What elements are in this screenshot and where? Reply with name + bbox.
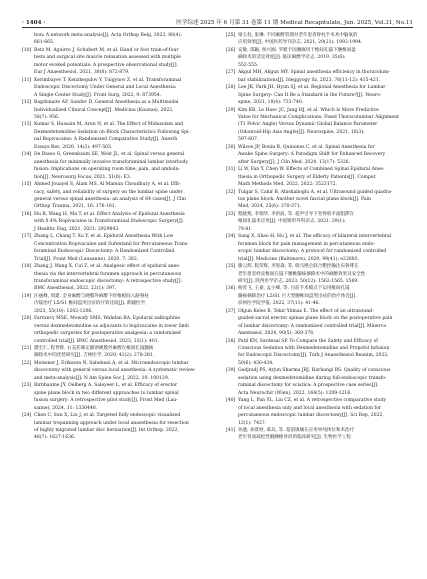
reference-text — [34, 360, 208, 382]
reference-number: [14] — [22, 152, 32, 158]
reference-number — [22, 32, 34, 47]
reference-line: 滕云辉, 程荣辉, 李进森, 等. 瑞马唑仑联合靶控输注布鲁啡在 — [238, 264, 359, 270]
reference-line: 应用效果[J]. 中国医药导刊杂志, 2021, 29(21): 1992-1994. — [238, 40, 363, 46]
reference-text — [34, 211, 208, 233]
reference-line: 孙逢, 孙景财, 葛岛, 等. 超前镇痛在应用单纯体位和术治疗 — [238, 428, 355, 434]
reference-item — [226, 189, 412, 211]
reference-text — [238, 69, 412, 84]
reference-text — [238, 285, 412, 307]
reference-line: Orthop Trauma, 2021, 16: 176-181. — [34, 204, 117, 210]
reference-line: 濮宏仁, 程世辉. 右美托咪定辅助硬膜外麻醉在椎间孔镜髓核 — [34, 346, 154, 352]
reference-line: 老年患者经皮椎间孔镜下腰椎髓核摘除术中的麻醉效果及安全性 — [238, 271, 366, 277]
reference-item — [226, 367, 412, 397]
reference-item — [226, 166, 412, 188]
reference-line: Spine Surgery: Can It Be a Standard in the Future?[J]. Neuro- — [238, 92, 382, 98]
reference-item — [22, 121, 208, 151]
reference-line: Essays Res, 2020, 14(3): 497-503. — [34, 144, 113, 150]
reference-line: Yang L, Pan YL, Liu CZ, et al. A retrospective comparative study — [238, 398, 387, 404]
page-header — [22, 14, 413, 26]
reference-text — [238, 397, 412, 427]
reference-line: Eur J Anaesthesiol, 2021, 38(8): 872-879. — [34, 70, 130, 76]
reference-item — [22, 77, 208, 99]
reference-line: tion[J]. Neurosurg Focus, 2021, 51(6): E3. — [34, 174, 132, 180]
reference-text — [238, 47, 412, 69]
reference-item — [22, 345, 208, 360]
reference-number: [38] — [226, 338, 236, 344]
reference-line: 研究[J]. 陕西医学杂志, 2023, 50(12): 1562-1565, 1569. — [238, 278, 359, 284]
reference-text — [34, 151, 208, 181]
reference-item — [22, 360, 208, 382]
reference-line: 汪丽峰, 周建. 全身麻醉与硬膜外麻醉下经椎板间入路脊柱 — [34, 293, 149, 299]
reference-line: sanne), 2024, 11: 1330446. — [34, 405, 98, 411]
reference-text — [34, 263, 208, 293]
reference-text — [238, 107, 412, 144]
reference-line: discectomy with general versus local anesthesia: A systematic review — [34, 368, 195, 374]
reference-number: [25] — [226, 33, 236, 38]
reference-line: Acta Neurochir (Wien), 2022, 164(5): 1209-1216. — [238, 390, 352, 396]
reference-line: guided sacral erector spinae plane block on the postoperative pain — [238, 316, 393, 322]
reference-line: Zhang L, Chang T, Xu Y, et al. Epidural Anesthesia With Low — [34, 234, 174, 240]
reference-item — [22, 382, 208, 412]
reference-line: foraminal Endoscopic Discectomy: A Randomized Controlled — [34, 249, 175, 255]
reference-line: Bagdonaite AF, Sandec D. General Anesthesia as a Multimodal — [34, 100, 179, 106]
reference-line: fusion: Implications on operating room time, pain, and ambula- — [34, 167, 180, 173]
reference-number: [12] — [22, 100, 32, 106]
journal-info: 医学综述 2025 年 6 月第 31 卷第 11 期 Medical Recapitulate, Jun. 2025, Vol.31, No.11 — [176, 20, 413, 26]
header-rule — [22, 27, 413, 28]
reference-text — [238, 32, 412, 47]
reference-line: Chen C, Sun X, Liu J, et al. Targeted fully endoscopic visualized — [34, 413, 181, 419]
reference-item — [226, 338, 412, 368]
reference-line: Individualized Clinical Concept[J]. Medicina (Kaunas), 2022, — [34, 107, 174, 113]
reference-item — [22, 293, 208, 315]
reference-number: [41] — [226, 428, 236, 434]
reference-number: [24] — [22, 413, 32, 419]
reference-number: [21] — [22, 346, 32, 352]
reference-number: [28] — [226, 85, 236, 91]
reference-line: Math Methods Med, 2022, 2022: 3523172. — [238, 182, 337, 188]
reference-line: after Surgery[J]. J Clin Med, 2024, 13(17): 5326. — [238, 159, 351, 165]
reference-line: 摘除术中的优势研究[J]. 吉林医学, 2020, 41(2): 278-281. — [34, 353, 155, 359]
reference-number: [26] — [226, 47, 236, 53]
references-left-column — [22, 32, 208, 442]
reference-item — [226, 107, 412, 144]
reference-item — [226, 427, 412, 442]
reference-item — [22, 99, 208, 121]
reference-line: Kumar S, Hussain M, Arun N, et al. The Effect of Midazolam and — [34, 122, 184, 128]
reference-line: scopic lumbar discectomy: A protocol for randomized controlled — [238, 249, 387, 255]
reference-item — [22, 412, 208, 442]
reference-text — [238, 427, 412, 442]
reference-line: 597-607. — [238, 137, 259, 143]
reference-line: 程晓燕, 李瑞华, 李洪波, 等. 超声引导下竖脊肌平面阻滞在 — [238, 211, 355, 217]
reference-line: Conscious Sedation with Dexmedetomidine and Propofol Infusion — [238, 346, 390, 352]
reference-line: and meta-analysis[J]. N Am Spine Soc J, 2022, 10: 100129. — [34, 375, 170, 381]
reference-line: 12(1): 7427. — [238, 420, 267, 426]
reference-line: Sang X, Shao H, Hu J, et al. The efficacy of bilateral intervertebral — [238, 234, 392, 240]
reference-line: Birnbaume JY, Oelberg A, Saleyeer L, et al. Efficacy of erector — [34, 383, 178, 389]
reference-text — [34, 382, 208, 412]
reference-line: De Basso G, Greenbaum SE, West JL, et al. Spinal versus general — [34, 152, 185, 158]
reference-line: 髓核摘除治疗 L5/S1 巨大型腰椎间盘突出症的治疗体会[J]. — [238, 293, 357, 299]
reference-text — [34, 47, 208, 77]
reference-item — [22, 151, 208, 181]
reference-line: Endoscopic Discectomy Under General and Local Anesthesia: — [34, 85, 177, 91]
reference-line: thesia via the intervertebral foramen approach in percutaneous — [34, 271, 182, 277]
reference-line: 摘除术的适宜效度[J]. 临床麻醉学杂志, 2019, 35(6): — [238, 55, 346, 61]
reference-line: J Healthc Eng, 2021, 2021: 2929843. — [34, 226, 120, 232]
reference-line: 46(7): 1627-1636. — [34, 435, 76, 441]
reference-line: percutaneous endoscopic lumbar discectomy[J]. Sci Rep, 2022, — [238, 413, 384, 419]
reference-text — [34, 121, 208, 151]
reference-line: Lee JK, Park JH, Hyun SJ, et al. Regional Anesthesia for Lumbar — [238, 85, 386, 91]
reference-number: [36] — [226, 286, 236, 292]
reference-line: Gadjradj PS, Arjun Sharma JRJ, Harhangi BS. Quality of conscious — [238, 368, 391, 374]
reference-line: orthopedic surgeries for postoperative analgesia: a randomized — [34, 331, 181, 337]
reference-text — [238, 211, 412, 233]
reference-number: [19] — [22, 293, 32, 299]
reference-line: sedation using dexmedetomidine during full-endoscopic transfo- — [238, 375, 387, 381]
reference-line: Hu B, Wang H, Ma T, et al. Effect Analysis of Epidural Anesthesia — [34, 211, 185, 217]
reference-number: [10] — [22, 47, 32, 53]
reference-text — [34, 181, 208, 211]
reference-text — [238, 189, 412, 211]
reference-item — [22, 233, 208, 263]
reference-line: with 0.4% Ropivacaine in Transforaminal Endoscopic Surgery[J]. — [34, 219, 184, 225]
reference-line: Awake Spine Surgery: A Paradigm Shift for Enhanced Recovery — [238, 152, 386, 158]
reference-text — [238, 367, 412, 397]
reference-line: raminal discectomy for sciatica: A prospective case series[J]. — [238, 383, 379, 389]
reference-line: thesia in Orthopedic Surgery of Elderly Patients[J]. Comput — [238, 174, 376, 180]
reference-number: [37] — [226, 308, 236, 314]
reference-item — [226, 47, 412, 69]
reference-number: [16] — [22, 211, 32, 217]
reference-number: [30] — [226, 144, 236, 150]
reference-line: anesthesia for minimally invasive transforaminal lumbar interbody — [34, 159, 189, 165]
reference-number: [29] — [226, 107, 236, 113]
reference-line: Li W, Fan Y, Chen W. Effects of Combined Spinal Epidural Anes- — [238, 167, 385, 173]
reference-line: trial[J]. Medicine (Baltimore), 2020, 99(41): e22693. — [238, 256, 359, 262]
reference-number: [31] — [226, 167, 236, 173]
reference-text — [238, 233, 412, 263]
reference-line: Value for Mechanical Complications: Fixed Thoracolumbar Alignment — [238, 114, 399, 120]
reference-line: (Odontoid-Hip Axis Angle)[J]. Neurospine, 2021, 18(3): — [238, 129, 365, 135]
reference-line: tus plane block: Another novel fascial plane block[J]. Pain — [238, 196, 371, 202]
reference-text — [34, 293, 208, 315]
reference-text — [34, 77, 208, 99]
reference-line: Olgun Keles B, Tekir Yilmaz E. The effect of an ultrasound- — [238, 308, 374, 314]
reference-line: A Single-Center Study[J]. Front Surg, 2022, 9: 873954. — [34, 92, 162, 98]
reference-item — [226, 84, 412, 106]
reference-line: motor evoked potentials: A prospective observational study[J]. — [34, 62, 178, 68]
reference-number: [23] — [22, 383, 32, 389]
reference-line: bar stabilizations[J]. Ideggyogy Sz, 2023, 76(11-12): 415-421. — [238, 77, 381, 83]
reference-line: 2023, 55(10): 1202-1206. — [34, 308, 93, 314]
reference-line: of highly migrated lumbar disc herniation[J]. Int Orthop, 2022, — [34, 428, 179, 434]
reference-line: general versus spinal anesthesia: an analysis of 64 cases[J]. J Clin — [34, 196, 186, 202]
reference-item — [226, 144, 412, 166]
reference-line: of local anesthesia only and local anesthesia with sedation for — [238, 405, 381, 411]
reference-line: transforaminal endoscopic discectomy: A retrospective study[J]. — [34, 278, 182, 284]
reference-number: [39] — [226, 368, 236, 374]
reference-line: Kerimbayev T, Kenzhegulov Y, Tuigynov Z, et al. Transforaminal — [34, 77, 182, 83]
reference-text — [34, 99, 208, 121]
reference-line: Zhang J, Wang X, Cui Z, et al. Analgesic effect of epidural anes- — [34, 264, 181, 270]
reference-text — [238, 263, 412, 285]
reference-number: [11] — [22, 77, 32, 83]
reference-number: [33] — [226, 211, 236, 217]
reference-line: Trial[J]. Front Med (Lausanne), 2020, 7: 362. — [34, 256, 139, 262]
reference-text — [238, 84, 412, 106]
reference-line: 79-81. — [238, 226, 253, 232]
reference-item — [226, 285, 412, 307]
reference-line: 58(7): 956. — [34, 114, 60, 120]
reference-line: laminar trepanning approach under local anaesthesia for resection — [34, 420, 189, 426]
reference-line: Dexmedetomidine Sedation on Block Characteristics Following Spi- — [34, 129, 191, 135]
reference-line: Betz M, Aguirre J, Schubert M, et al. Hand or foot train-of-four — [34, 47, 179, 53]
reference-number: [17] — [22, 234, 32, 240]
reference-number: [18] — [22, 264, 32, 270]
reference-text — [238, 308, 412, 338]
reference-line: tion: A network meta-analysis[J]. Acta Orthop Belg, 2022, 88(4): — [34, 33, 183, 38]
reference-line: spine plane block in two different approaches to lumbar spinal — [34, 390, 179, 396]
reference-number: [27] — [226, 70, 236, 76]
reference-item — [22, 47, 208, 77]
reference-text — [34, 412, 208, 442]
reference-line: for Endoscopic Discectomy[J]. Turk J Anaesthesiol Reanim, 2022, — [238, 353, 389, 359]
reference-number: [13] — [22, 122, 32, 128]
reference-line: Wilson JP, Bonin B, Quinones C, et al. Spinal Anesthesia for — [238, 144, 375, 150]
reference-number: [15] — [22, 182, 32, 188]
reference-line: (T1 Pelvic Angle) Versus Dynamic Global Balance Parameter — [238, 122, 378, 128]
reference-line: nal Bupivacaine: A Randomized Comparative Study[J]. Anesth — [34, 137, 178, 143]
reference-item — [226, 211, 412, 233]
reference-text — [238, 166, 412, 188]
reference-line: 50(6): 430-434. — [238, 360, 274, 366]
reference-line: Concentration Ropivacaine and Sufentanil for Percutaneous Trans- — [34, 241, 189, 247]
reference-line: tests and surgical site muscle relaxation assessed with multiple — [34, 55, 181, 61]
reference-number: [35] — [226, 264, 236, 270]
reference-text — [34, 315, 208, 345]
reference-item — [22, 181, 208, 211]
reference-line: Anestesiol, 2024, 90(5): 369-376. — [238, 331, 315, 337]
reference-line: of lumbar discectomy: A randomized controlled trial[J]. Minerva — [238, 323, 387, 329]
reference-line: 安敏, 邵颖, 侯兴刚. 罗哌卡因腰麻用于椎间孔镜下腰椎间盘 — [238, 47, 356, 53]
reference-line: Ahmed Jouayel S, Alam MS, Al Mamun Choudhury A, et al. Effi- — [34, 182, 181, 188]
reference-item — [22, 211, 208, 233]
reference-item — [226, 397, 412, 427]
reference-item — [22, 32, 208, 47]
reference-line: foramen block for pain management in percutaneous endo- — [238, 241, 375, 247]
reference-line: 内镜治疗 L5/S1 椎间盘突出症的疗效比较[J]. 新疆医学, — [34, 301, 147, 307]
reference-line: spine, 2021, 18(4): 733-740. — [238, 100, 304, 106]
reference-number: [40] — [226, 398, 236, 404]
reference-item — [22, 263, 208, 293]
reference-item — [226, 308, 412, 338]
reference-line: 661-665. — [34, 40, 55, 46]
references-right-column — [226, 32, 412, 442]
reference-line: versus dexmedetomidine as adjuvants to bupivacaine in lower limb — [34, 323, 189, 329]
reference-text — [34, 345, 208, 360]
reference-item — [226, 32, 412, 47]
reference-line: Kim KB, Le Huec JC, Jang HJ, et al. Which Is More Predictive — [238, 107, 379, 113]
reference-item — [226, 69, 412, 84]
reference-line: Farrancy MSE, Mowafy SMS, Wahdan RA. Epidural nalbuphine — [34, 316, 181, 322]
reference-text — [238, 144, 412, 166]
reference-line: 杨善飞, 王嘉, 孟小峰, 等. 目前手术模式下运用椎间孔镜 — [238, 286, 350, 292]
reference-line: cacy, safety, and reliability of surgery on the lumbar spine under — [34, 189, 183, 195]
reference-number: [20] — [22, 316, 32, 322]
reference-item — [22, 315, 208, 345]
reference-line: BMC Anesthesiol, 2022, 22(1): 397. — [34, 286, 117, 292]
reference-text — [34, 32, 208, 47]
reference-line: Patil KN, Sardesai SP. To Compare the Safety and Efficacy of — [238, 338, 378, 344]
reference-item — [226, 233, 412, 263]
reference-line: 椎间孔镜术应用[J]. 中国矫形外科杂志, 2021, 29(1): — [238, 219, 346, 225]
reference-line: Tulgar S, Cakir B, Ahiskalioglu A, et al. Ultrasound guided quadra- — [238, 189, 393, 195]
reference-line: fusion surgery: A retrospective pilot study[J]. Front Med (Lau- — [34, 398, 178, 404]
reference-text — [238, 338, 412, 368]
reference-line: Meissner J, Eriksson N, Sahebani A, et al. Microendoscopic lumbar — [34, 360, 189, 366]
reference-text — [34, 233, 208, 263]
reference-line: Akgul MH, Akgun MY. Spinal anesthesia efficiency in thoracolum- — [238, 70, 390, 76]
reference-number: [34] — [226, 234, 236, 240]
reference-line: Med, 2024, 25(6): 370-371. — [238, 204, 302, 210]
reference-line: 老年骨质疏松性胸腰椎骨折的临床研究[J]. 生物医学工程 — [238, 435, 351, 441]
reference-line: 滨州医学院学报, 2022, 37(11): 41-46. — [238, 301, 320, 307]
reference-number: [22] — [22, 360, 32, 366]
reference-item — [226, 263, 412, 285]
page-number: · 1404 · — [22, 20, 46, 26]
reference-number: [32] — [226, 189, 236, 195]
reference-line: 552-555. — [238, 62, 259, 68]
reference-line: 梁玉柱, 张琳. 不同麻醉管理对老年患者脊柱手术术中脑氧的 — [238, 33, 358, 38]
reference-line: controlled trial[J]. BMC Anesthesiol, 2023, 23(1): 401. — [34, 338, 160, 344]
